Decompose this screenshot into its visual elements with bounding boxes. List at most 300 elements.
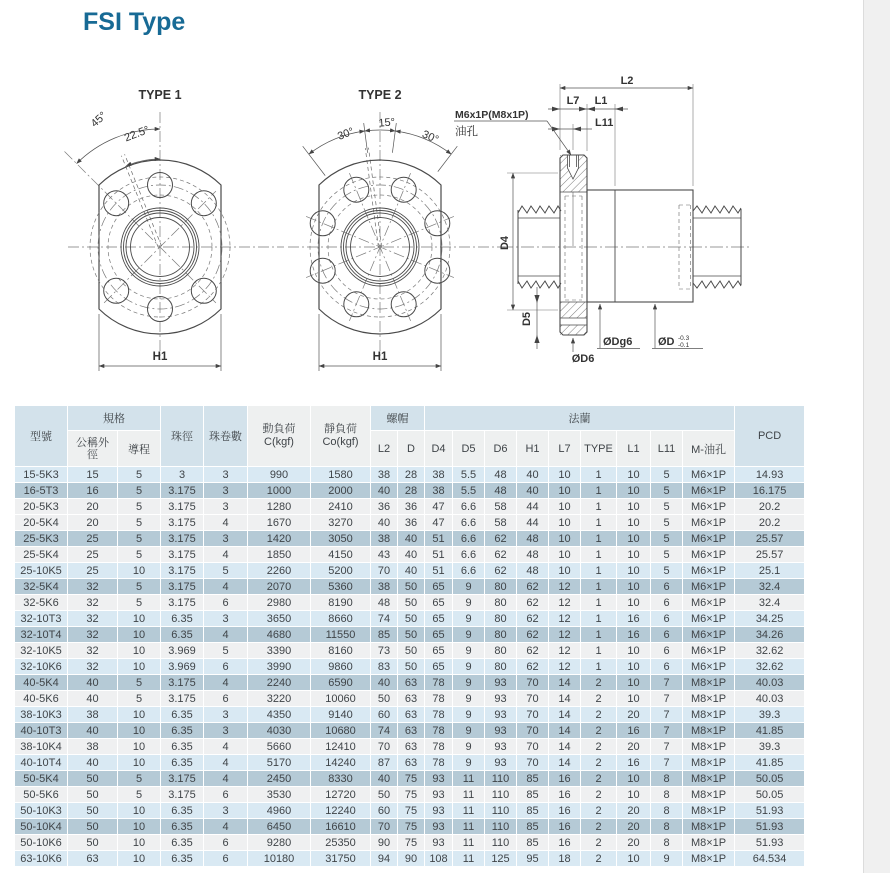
col-l1: L1 bbox=[617, 431, 651, 467]
value-cell: 2240 bbox=[248, 675, 311, 691]
value-cell: 7 bbox=[651, 707, 683, 723]
value-cell: 990 bbox=[248, 467, 311, 483]
value-cell: 4 bbox=[204, 579, 248, 595]
table-row bbox=[15, 595, 805, 611]
value-cell: 9140 bbox=[311, 707, 371, 723]
static-load-line1: 靜負荷 bbox=[324, 423, 357, 435]
od-tol-upper: -0.3 bbox=[678, 335, 690, 342]
value-cell: 4030 bbox=[248, 723, 311, 739]
value-cell: 2450 bbox=[248, 771, 311, 787]
value-cell: 50.05 bbox=[735, 787, 805, 803]
value-cell: 16610 bbox=[311, 819, 371, 835]
value-cell: 12720 bbox=[311, 787, 371, 803]
value-cell: 6.35 bbox=[161, 755, 204, 771]
l11-label: L11 bbox=[595, 117, 614, 129]
value-cell: 65 bbox=[425, 611, 453, 627]
value-cell: 6.35 bbox=[161, 803, 204, 819]
value-cell: 50 bbox=[68, 819, 118, 835]
value-cell: 10 bbox=[617, 531, 651, 547]
value-cell: 4 bbox=[204, 675, 248, 691]
value-cell: 4680 bbox=[248, 627, 311, 643]
value-cell: 5 bbox=[204, 643, 248, 659]
model-cell: 38-10K4 bbox=[15, 739, 68, 755]
section-drawing bbox=[450, 75, 862, 375]
value-cell: 32 bbox=[68, 659, 118, 675]
table-row bbox=[15, 467, 805, 483]
value-cell: 110 bbox=[485, 771, 517, 787]
value-cell: 5 bbox=[204, 563, 248, 579]
value-cell: 6590 bbox=[311, 675, 371, 691]
value-cell: 65 bbox=[425, 627, 453, 643]
oil-hole-label: 油孔 bbox=[455, 126, 478, 138]
value-cell: M6×1P bbox=[683, 547, 735, 563]
value-cell: 1 bbox=[581, 467, 617, 483]
value-cell: 63 bbox=[398, 691, 425, 707]
value-cell: 9 bbox=[453, 707, 485, 723]
value-cell: M8×1P bbox=[683, 771, 735, 787]
value-cell: 62 bbox=[485, 563, 517, 579]
value-cell: 5 bbox=[118, 467, 161, 483]
value-cell: 14240 bbox=[311, 755, 371, 771]
value-cell: 51.93 bbox=[735, 835, 805, 851]
table-row bbox=[15, 579, 805, 595]
value-cell: 38 bbox=[68, 707, 118, 723]
l2-label: L2 bbox=[620, 75, 634, 87]
value-cell: 20.2 bbox=[735, 499, 805, 515]
value-cell: M8×1P bbox=[683, 851, 735, 867]
dynamic-load-line2: C(kgf) bbox=[264, 436, 294, 448]
value-cell: 85 bbox=[517, 803, 549, 819]
value-cell: 5 bbox=[118, 547, 161, 563]
value-cell: 5.5 bbox=[453, 483, 485, 499]
value-cell: 3 bbox=[204, 483, 248, 499]
value-cell: 40 bbox=[371, 515, 398, 531]
value-cell: 1 bbox=[581, 531, 617, 547]
value-cell: 3.969 bbox=[161, 659, 204, 675]
value-cell: 80 bbox=[485, 659, 517, 675]
value-cell: M6×1P bbox=[683, 467, 735, 483]
value-cell: 9 bbox=[651, 851, 683, 867]
value-cell: 125 bbox=[485, 851, 517, 867]
value-cell: 16 bbox=[549, 835, 581, 851]
value-cell: 38 bbox=[425, 467, 453, 483]
value-cell: 110 bbox=[485, 787, 517, 803]
value-cell: 9 bbox=[453, 723, 485, 739]
value-cell: 9 bbox=[453, 627, 485, 643]
value-cell: 12 bbox=[549, 611, 581, 627]
value-cell: M8×1P bbox=[683, 787, 735, 803]
value-cell: 10 bbox=[118, 707, 161, 723]
value-cell: 10 bbox=[617, 499, 651, 515]
value-cell: 16 bbox=[617, 627, 651, 643]
value-cell: 47 bbox=[425, 515, 453, 531]
value-cell: 63 bbox=[68, 851, 118, 867]
model-cell: 32-5K6 bbox=[15, 595, 68, 611]
value-cell: 9 bbox=[453, 691, 485, 707]
value-cell: 6.6 bbox=[453, 547, 485, 563]
value-cell: 62 bbox=[517, 579, 549, 595]
value-cell: 78 bbox=[425, 739, 453, 755]
value-cell: 39.3 bbox=[735, 707, 805, 723]
value-cell: 3 bbox=[161, 467, 204, 483]
value-cell: 60 bbox=[371, 707, 398, 723]
type2-label: TYPE 2 bbox=[358, 88, 402, 102]
value-cell: 6.6 bbox=[453, 563, 485, 579]
value-cell: M6×1P bbox=[683, 595, 735, 611]
value-cell: 2 bbox=[581, 771, 617, 787]
value-cell: 10 bbox=[617, 547, 651, 563]
value-cell: 1 bbox=[581, 499, 617, 515]
value-cell: 5 bbox=[651, 547, 683, 563]
value-cell: 10 bbox=[118, 643, 161, 659]
value-cell: 5 bbox=[118, 579, 161, 595]
value-cell: 20.2 bbox=[735, 515, 805, 531]
value-cell: 4150 bbox=[311, 547, 371, 563]
value-cell: M8×1P bbox=[683, 691, 735, 707]
value-cell: 10 bbox=[118, 803, 161, 819]
value-cell: 10 bbox=[549, 467, 581, 483]
value-cell: 70 bbox=[517, 675, 549, 691]
value-cell: 51 bbox=[425, 547, 453, 563]
col-l11: L11 bbox=[651, 431, 683, 467]
value-cell: 62 bbox=[517, 659, 549, 675]
model-cell: 40-10T3 bbox=[15, 723, 68, 739]
d4-label: D4 bbox=[499, 235, 511, 251]
value-cell: 90 bbox=[371, 835, 398, 851]
value-cell: M6×1P bbox=[683, 563, 735, 579]
value-cell: 93 bbox=[485, 691, 517, 707]
value-cell: 6 bbox=[651, 643, 683, 659]
value-cell: 62 bbox=[517, 595, 549, 611]
value-cell: 6 bbox=[204, 851, 248, 867]
value-cell: 10 bbox=[617, 851, 651, 867]
value-cell: 80 bbox=[485, 595, 517, 611]
type1-oil-hole-lines bbox=[121, 154, 161, 247]
value-cell: 32 bbox=[68, 579, 118, 595]
value-cell: 11 bbox=[453, 851, 485, 867]
value-cell: 4350 bbox=[248, 707, 311, 723]
value-cell: 62 bbox=[485, 547, 517, 563]
value-cell: 74 bbox=[371, 723, 398, 739]
model-cell: 63-10K6 bbox=[15, 851, 68, 867]
value-cell: 1280 bbox=[248, 499, 311, 515]
value-cell: 8 bbox=[651, 771, 683, 787]
value-cell: 85 bbox=[517, 787, 549, 803]
value-cell: 80 bbox=[485, 579, 517, 595]
value-cell: M6×1P bbox=[683, 499, 735, 515]
value-cell: 50.05 bbox=[735, 771, 805, 787]
value-cell: 32 bbox=[68, 627, 118, 643]
value-cell: 8160 bbox=[311, 643, 371, 659]
value-cell: 5 bbox=[651, 531, 683, 547]
value-cell: 10 bbox=[617, 643, 651, 659]
value-cell: 51.93 bbox=[735, 803, 805, 819]
model-cell: 25-5K4 bbox=[15, 547, 68, 563]
value-cell: 10060 bbox=[311, 691, 371, 707]
value-cell: 1 bbox=[581, 595, 617, 611]
value-cell: 34.26 bbox=[735, 627, 805, 643]
value-cell: 95 bbox=[517, 851, 549, 867]
col-d6: D6 bbox=[485, 431, 517, 467]
value-cell: 5 bbox=[118, 531, 161, 547]
value-cell: 50 bbox=[371, 691, 398, 707]
value-cell: 10 bbox=[549, 515, 581, 531]
value-cell: 5200 bbox=[311, 563, 371, 579]
value-cell: 2 bbox=[581, 755, 617, 771]
value-cell: 50 bbox=[398, 627, 425, 643]
value-cell: 50 bbox=[68, 771, 118, 787]
model-cell: 32-10T3 bbox=[15, 611, 68, 627]
value-cell: 8 bbox=[651, 787, 683, 803]
value-cell: 3.175 bbox=[161, 771, 204, 787]
value-cell: 3.175 bbox=[161, 675, 204, 691]
table-row bbox=[15, 691, 805, 707]
value-cell: 63 bbox=[398, 707, 425, 723]
value-cell: 50 bbox=[398, 659, 425, 675]
value-cell: 5 bbox=[118, 787, 161, 803]
value-cell: 51.93 bbox=[735, 819, 805, 835]
value-cell: 12240 bbox=[311, 803, 371, 819]
value-cell: 8330 bbox=[311, 771, 371, 787]
value-cell: 63 bbox=[398, 755, 425, 771]
value-cell: 93 bbox=[425, 787, 453, 803]
value-cell: 7 bbox=[651, 675, 683, 691]
value-cell: 7 bbox=[651, 739, 683, 755]
value-cell: 83 bbox=[371, 659, 398, 675]
value-cell: 40 bbox=[398, 563, 425, 579]
value-cell: 6 bbox=[204, 835, 248, 851]
value-cell: 74 bbox=[371, 611, 398, 627]
type1-drawing bbox=[55, 80, 290, 375]
value-cell: 10 bbox=[118, 755, 161, 771]
value-cell: 93 bbox=[485, 723, 517, 739]
type2-oil-hole-lines bbox=[365, 148, 381, 248]
type2-angle-30a-label: 30° bbox=[336, 125, 356, 143]
value-cell: 7 bbox=[651, 755, 683, 771]
value-cell: 9 bbox=[453, 755, 485, 771]
value-cell: 65 bbox=[425, 579, 453, 595]
value-cell: 12 bbox=[549, 659, 581, 675]
value-cell: 11550 bbox=[311, 627, 371, 643]
value-cell: 3.175 bbox=[161, 691, 204, 707]
value-cell: 62 bbox=[485, 531, 517, 547]
value-cell: 5 bbox=[118, 499, 161, 515]
spec-table-body bbox=[15, 467, 805, 867]
od-tol-lower: -0.1 bbox=[678, 342, 690, 349]
col-static-load bbox=[311, 406, 371, 467]
value-cell: M6×1P bbox=[683, 659, 735, 675]
nut-body bbox=[587, 190, 693, 302]
value-cell: 10 bbox=[549, 499, 581, 515]
value-cell: 3 bbox=[204, 611, 248, 627]
value-cell: 40 bbox=[398, 547, 425, 563]
table-row bbox=[15, 531, 805, 547]
value-cell: 3.175 bbox=[161, 595, 204, 611]
value-cell: 10 bbox=[118, 739, 161, 755]
model-cell: 32-10K6 bbox=[15, 659, 68, 675]
value-cell: 40 bbox=[68, 675, 118, 691]
value-cell: 6.6 bbox=[453, 515, 485, 531]
value-cell: 10 bbox=[617, 579, 651, 595]
value-cell: 41.85 bbox=[735, 755, 805, 771]
value-cell: 48 bbox=[485, 483, 517, 499]
value-cell: 4 bbox=[204, 771, 248, 787]
value-cell: 40 bbox=[68, 755, 118, 771]
col-l2: L2 bbox=[371, 431, 398, 467]
value-cell: 4 bbox=[204, 739, 248, 755]
value-cell: 70 bbox=[517, 723, 549, 739]
value-cell: 1 bbox=[581, 515, 617, 531]
value-cell: 41.85 bbox=[735, 723, 805, 739]
value-cell: 85 bbox=[517, 771, 549, 787]
value-cell: 6.35 bbox=[161, 707, 204, 723]
value-cell: 12 bbox=[549, 595, 581, 611]
value-cell: 36 bbox=[398, 499, 425, 515]
value-cell: 2 bbox=[581, 803, 617, 819]
value-cell: 1 bbox=[581, 611, 617, 627]
value-cell: 18 bbox=[549, 851, 581, 867]
value-cell: 7 bbox=[651, 723, 683, 739]
value-cell: 3.175 bbox=[161, 515, 204, 531]
oil-thread-label: M6x1P(M8x1P) bbox=[455, 109, 529, 121]
value-cell: 32 bbox=[68, 611, 118, 627]
value-cell: 1 bbox=[581, 659, 617, 675]
value-cell: 20 bbox=[617, 819, 651, 835]
table-row bbox=[15, 483, 805, 499]
value-cell: 6.35 bbox=[161, 835, 204, 851]
model-cell: 50-5K6 bbox=[15, 787, 68, 803]
value-cell: 9 bbox=[453, 659, 485, 675]
value-cell: 94 bbox=[371, 851, 398, 867]
value-cell: 6 bbox=[204, 691, 248, 707]
col-l7: L7 bbox=[549, 431, 581, 467]
value-cell: 6.35 bbox=[161, 723, 204, 739]
value-cell: 64.534 bbox=[735, 851, 805, 867]
value-cell: 32 bbox=[68, 643, 118, 659]
model-cell: 25-10K5 bbox=[15, 563, 68, 579]
value-cell: 1 bbox=[581, 547, 617, 563]
value-cell: 11 bbox=[453, 819, 485, 835]
table-row bbox=[15, 675, 805, 691]
value-cell: 3.175 bbox=[161, 499, 204, 515]
l7-label: L7 bbox=[566, 95, 580, 107]
model-cell: 40-10T4 bbox=[15, 755, 68, 771]
value-cell: 10 bbox=[617, 691, 651, 707]
value-cell: 40 bbox=[68, 691, 118, 707]
value-cell: 9 bbox=[453, 595, 485, 611]
value-cell: 4 bbox=[204, 627, 248, 643]
col-group-nut: 螺帽 bbox=[371, 406, 425, 431]
value-cell: 75 bbox=[398, 787, 425, 803]
value-cell: 5 bbox=[118, 515, 161, 531]
value-cell: 38 bbox=[371, 467, 398, 483]
value-cell: 70 bbox=[517, 755, 549, 771]
value-cell: 10 bbox=[118, 611, 161, 627]
spec-table bbox=[14, 405, 805, 867]
value-cell: 6 bbox=[651, 659, 683, 675]
value-cell: 1 bbox=[581, 643, 617, 659]
value-cell: 48 bbox=[517, 547, 549, 563]
value-cell: 15 bbox=[68, 467, 118, 483]
value-cell: 10 bbox=[118, 835, 161, 851]
value-cell: 5.5 bbox=[453, 467, 485, 483]
value-cell: 10 bbox=[617, 787, 651, 803]
value-cell: 50 bbox=[398, 611, 425, 627]
table-row bbox=[15, 611, 805, 627]
value-cell: 44 bbox=[517, 499, 549, 515]
value-cell: 3.175 bbox=[161, 531, 204, 547]
col-d: D bbox=[398, 431, 425, 467]
value-cell: M6×1P bbox=[683, 483, 735, 499]
value-cell: 6.35 bbox=[161, 627, 204, 643]
value-cell: 5 bbox=[651, 563, 683, 579]
value-cell: 70 bbox=[371, 819, 398, 835]
value-cell: 10 bbox=[617, 659, 651, 675]
value-cell: 93 bbox=[425, 835, 453, 851]
value-cell: 48 bbox=[517, 563, 549, 579]
value-cell: 3.175 bbox=[161, 563, 204, 579]
table-row bbox=[15, 819, 805, 835]
value-cell: 51 bbox=[425, 563, 453, 579]
value-cell: 5 bbox=[118, 483, 161, 499]
type1-label: TYPE 1 bbox=[138, 88, 182, 102]
value-cell: 10 bbox=[617, 771, 651, 787]
value-cell: 5 bbox=[118, 771, 161, 787]
value-cell: 78 bbox=[425, 755, 453, 771]
value-cell: 4960 bbox=[248, 803, 311, 819]
value-cell: 5 bbox=[651, 499, 683, 515]
value-cell: 10 bbox=[549, 563, 581, 579]
value-cell: M8×1P bbox=[683, 675, 735, 691]
value-cell: 3270 bbox=[311, 515, 371, 531]
model-cell: 25-5K3 bbox=[15, 531, 68, 547]
value-cell: 110 bbox=[485, 803, 517, 819]
value-cell: 31750 bbox=[311, 851, 371, 867]
value-cell: 65 bbox=[425, 643, 453, 659]
table-row bbox=[15, 563, 805, 579]
value-cell: 6 bbox=[651, 579, 683, 595]
value-cell: 2 bbox=[581, 707, 617, 723]
value-cell: 50 bbox=[398, 595, 425, 611]
value-cell: 9280 bbox=[248, 835, 311, 851]
col-pcd: PCD bbox=[735, 406, 805, 467]
value-cell: 32.4 bbox=[735, 595, 805, 611]
model-cell: 15-5K3 bbox=[15, 467, 68, 483]
value-cell: 93 bbox=[485, 739, 517, 755]
value-cell: M6×1P bbox=[683, 579, 735, 595]
value-cell: 70 bbox=[517, 707, 549, 723]
value-cell: 10 bbox=[617, 563, 651, 579]
value-cell: 25.1 bbox=[735, 563, 805, 579]
value-cell: 2410 bbox=[311, 499, 371, 515]
value-cell: 10 bbox=[118, 819, 161, 835]
type1-h1-label: H1 bbox=[152, 351, 168, 363]
value-cell: 75 bbox=[398, 771, 425, 787]
col-nominal-od: 公稱外徑 bbox=[68, 431, 118, 467]
value-cell: 2260 bbox=[248, 563, 311, 579]
value-cell: 4 bbox=[204, 819, 248, 835]
value-cell: 12 bbox=[549, 643, 581, 659]
col-d4: D4 bbox=[425, 431, 453, 467]
value-cell: 93 bbox=[485, 755, 517, 771]
value-cell: 93 bbox=[425, 803, 453, 819]
value-cell: 80 bbox=[485, 611, 517, 627]
model-cell: 20-5K3 bbox=[15, 499, 68, 515]
value-cell: 11 bbox=[453, 787, 485, 803]
value-cell: 85 bbox=[371, 627, 398, 643]
value-cell: 6 bbox=[651, 595, 683, 611]
value-cell: 70 bbox=[517, 691, 549, 707]
